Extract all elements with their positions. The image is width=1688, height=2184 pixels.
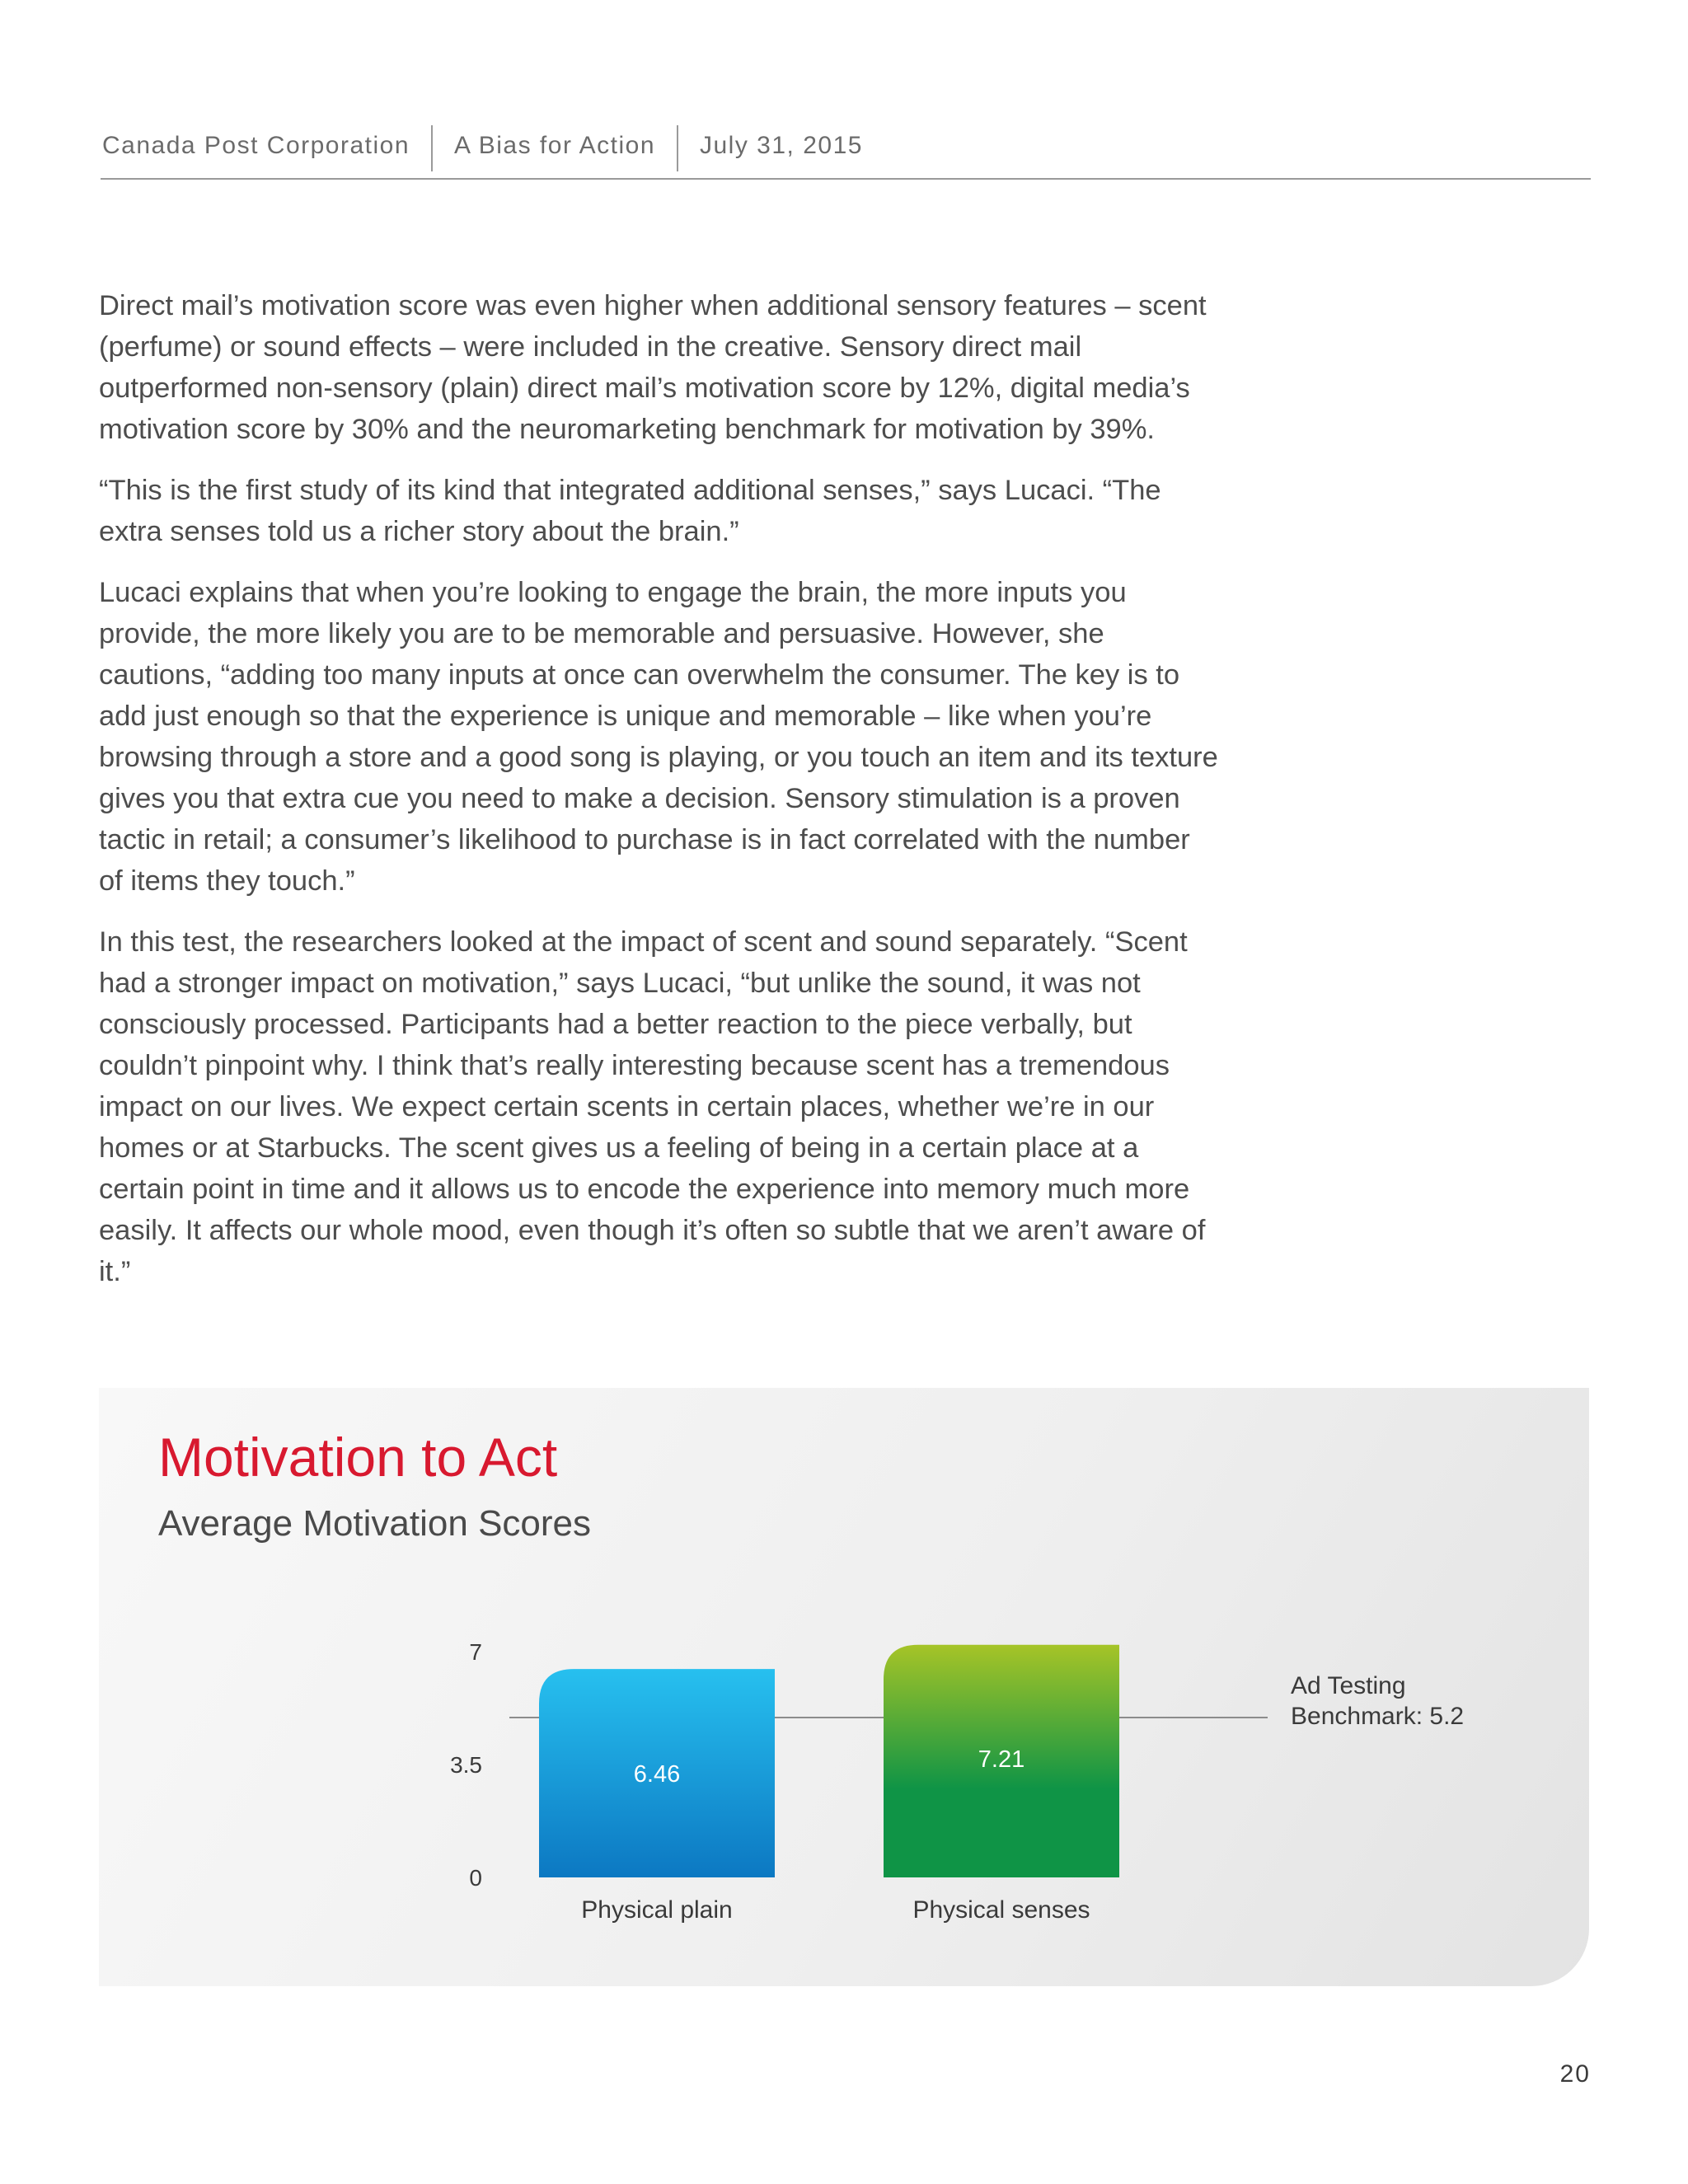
chart-panel	[99, 1388, 1589, 1986]
x-category-label: Physical senses	[912, 1896, 1090, 1924]
benchmark-label: Ad Testing	[1291, 1672, 1406, 1699]
page-number: 20	[1559, 2060, 1591, 2088]
page-header	[101, 125, 1591, 180]
article-body	[99, 285, 1220, 1312]
y-tick-label: 7	[469, 1639, 482, 1665]
paragraph: “This is the first study of its kind that integrated additional senses,” says Lucaci. “The extra senses told us a richer story about the brain.”	[99, 475, 1161, 547]
paragraph: Direct mail’s motivation score was even higher when additional sensory features – scent (perfume) or sound effects – were included in the creative. Sensory direct mail outperformed non-sensory (plain) direct mail’s motivation score by 12%, digital media’s motivation score by 30% and the neuromarketing benchmark for motivation by 39%.	[99, 290, 1207, 445]
paragraph: Lucaci explains that when you’re looking to engage the brain, the more inputs you provide, the more likely you are to be memorable and persuasive. However, she cautions, “adding too many inputs at once can overwhelm the consumer. The key is to add just enough so that the experience is unique and memorable – like when you’re browsing through a store and a good song is playing, or you touch an item and its texture gives you that extra cue you need to make a decision. Sensory stimulation is a proven tactic in retail; a consumer’s likelihood to purchase is in fact correlated with the number of items they touch.”	[99, 577, 1218, 897]
header-document-title: A Bias for Action	[431, 125, 677, 171]
chart-subtitle: Average Motivation Scores	[158, 1503, 592, 1544]
x-category-label: Physical plain	[581, 1896, 733, 1924]
bar-value-label: 7.21	[978, 1746, 1025, 1773]
paragraph: In this test, the researchers looked at the impact of scent and sound separately. “Scent had a stronger impact on motivation,” says Lucaci, “but unlike the sound, it was not consciously processed. Participants had a better reaction to the piece verbally, but couldn’t pinpoint why. I think that’s really interesting because scent has a tremendous impact on our lives. We expect certain scents in certain places, whether we’re in our homes or at Starbucks. The scent gives us a feeling of being in a certain place at a certain point in time and it allows us to encode the experience into memory much more easily. It affects our whole mood, even though it’s often so subtle that we aren’t aware of it.”	[99, 926, 1206, 1287]
bar-value-label: 6.46	[633, 1761, 681, 1788]
header-date: July 31, 2015	[677, 125, 884, 171]
benchmark-label: Benchmark: 5.2	[1291, 1703, 1465, 1730]
y-tick-label: 0	[469, 1865, 482, 1891]
chart-title: Motivation to Act	[158, 1427, 558, 1488]
header-organization: Canada Post Corporation	[102, 132, 410, 159]
y-tick-label: 3.5	[450, 1752, 482, 1778]
motivation-bar-chart	[99, 1388, 1589, 1986]
